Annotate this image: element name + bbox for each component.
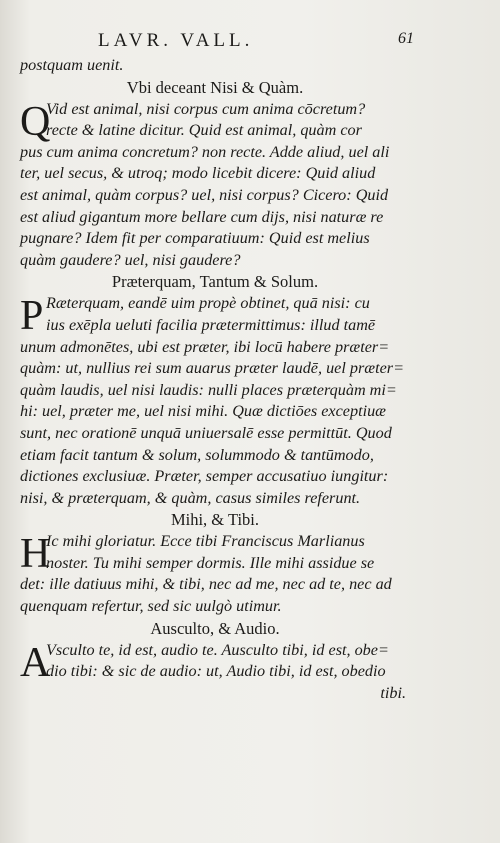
text-line: quàm gaudere? uel, nisi gaudere? — [20, 250, 241, 269]
text-line: postquam uenit. — [20, 56, 124, 74]
text-line: dictiones exclusiuæ. Præter, semper accusatiuo iungitur: — [20, 467, 389, 486]
text-line: pugnare? Idem fit per comparatiuum: Quid est melius — [20, 229, 370, 248]
drop-initial: H — [20, 531, 51, 578]
text-line: Ræterquam, eandē uim propè obtinet, quā nisi: cu — [46, 294, 370, 313]
text-line: unum admonētes, ubi est præter, ibi locū habere præter= — [20, 337, 390, 356]
text-line: Vsculto te, id est, audio te. Ausculto tibi, id est, obe= — [46, 640, 389, 659]
text-block — [20, 55, 410, 704]
text-line: quenquam refertur, sed sic uulgò utimur. — [20, 597, 282, 616]
text-line: est aliud gigantum more bellare cum dijs, nisi naturæ re — [20, 207, 384, 226]
text-line: Vid est animal, nisi corpus cum anima cōcretum? — [46, 99, 366, 118]
text-line: ter, uel secus, & utroq; modo licebit dicere: Quid aliud — [20, 164, 376, 183]
drop-initial: P — [20, 293, 44, 340]
section-heading-praeterquam: Præterquam, Tantum & Solum. — [111, 272, 319, 292]
text-line: ius exēpla ueluti facilia prætermittimus: illud tamē — [46, 315, 376, 334]
drop-initial: A — [20, 639, 51, 686]
text-line: quàm: ut, nullius rei sum auarus præter laudē, uel præter= — [20, 359, 404, 378]
text-line: etiam facit tantum & solum, solummodo & tantūmodo, — [20, 445, 374, 464]
text-line: noster. Tu mihi semper dormis. Ille mihi assidue se — [46, 553, 375, 572]
text-line: sunt, nec orationē unquā uniuersalē esse permittūt. Quod — [20, 423, 392, 442]
drop-initial: Q — [20, 98, 51, 145]
running-head: LAVR. VALL. — [98, 30, 254, 51]
text-line: Ic mihi gloriatur. Ecce tibi Franciscus Marlianus — [46, 532, 365, 551]
text-line: det: ille datiuus mihi, & tibi, nec ad me, nec ad te, nec ad — [20, 575, 392, 594]
paragraph-mihi-tibi — [20, 531, 410, 617]
paragraph-ausculto-audio — [20, 640, 410, 705]
text-line: hi: uel, præter me, uel nisi mihi. Quæ dictiōes exceptiuæ — [20, 402, 386, 421]
text-line: est animal, quàm corpus? uel, nisi corpus? Cicero: Quid — [20, 185, 389, 204]
text-line: nisi, & præterquam, & quàm, casus similes referunt. — [20, 488, 361, 507]
text-line: dio tibi: & sic de audio: ut, Audio tibi, id est, obedio — [46, 662, 386, 681]
page-header — [0, 30, 500, 54]
section-heading-mihi-tibi: Mihi, & Tibi. — [170, 510, 260, 530]
section-heading-ausculto-audio: Ausculto, & Audio. — [150, 618, 280, 638]
text-line: pus cum anima concretum? non recte. Adde aliud, uel ali — [20, 142, 390, 161]
paragraph-nisi-quam — [20, 99, 410, 272]
section-heading-nisi-quam: Vbi deceant Nisi & Quàm. — [126, 77, 304, 97]
paragraph-praeterquam — [20, 293, 410, 509]
text-line: recte & latine dicitur. Quid est animal, quàm cor — [46, 121, 362, 140]
page-number: 61 — [398, 30, 414, 47]
catchword: tibi. — [380, 683, 406, 702]
text-line: quàm laudis, uel nisi laudis: nulli places præterquàm mi= — [20, 380, 397, 399]
